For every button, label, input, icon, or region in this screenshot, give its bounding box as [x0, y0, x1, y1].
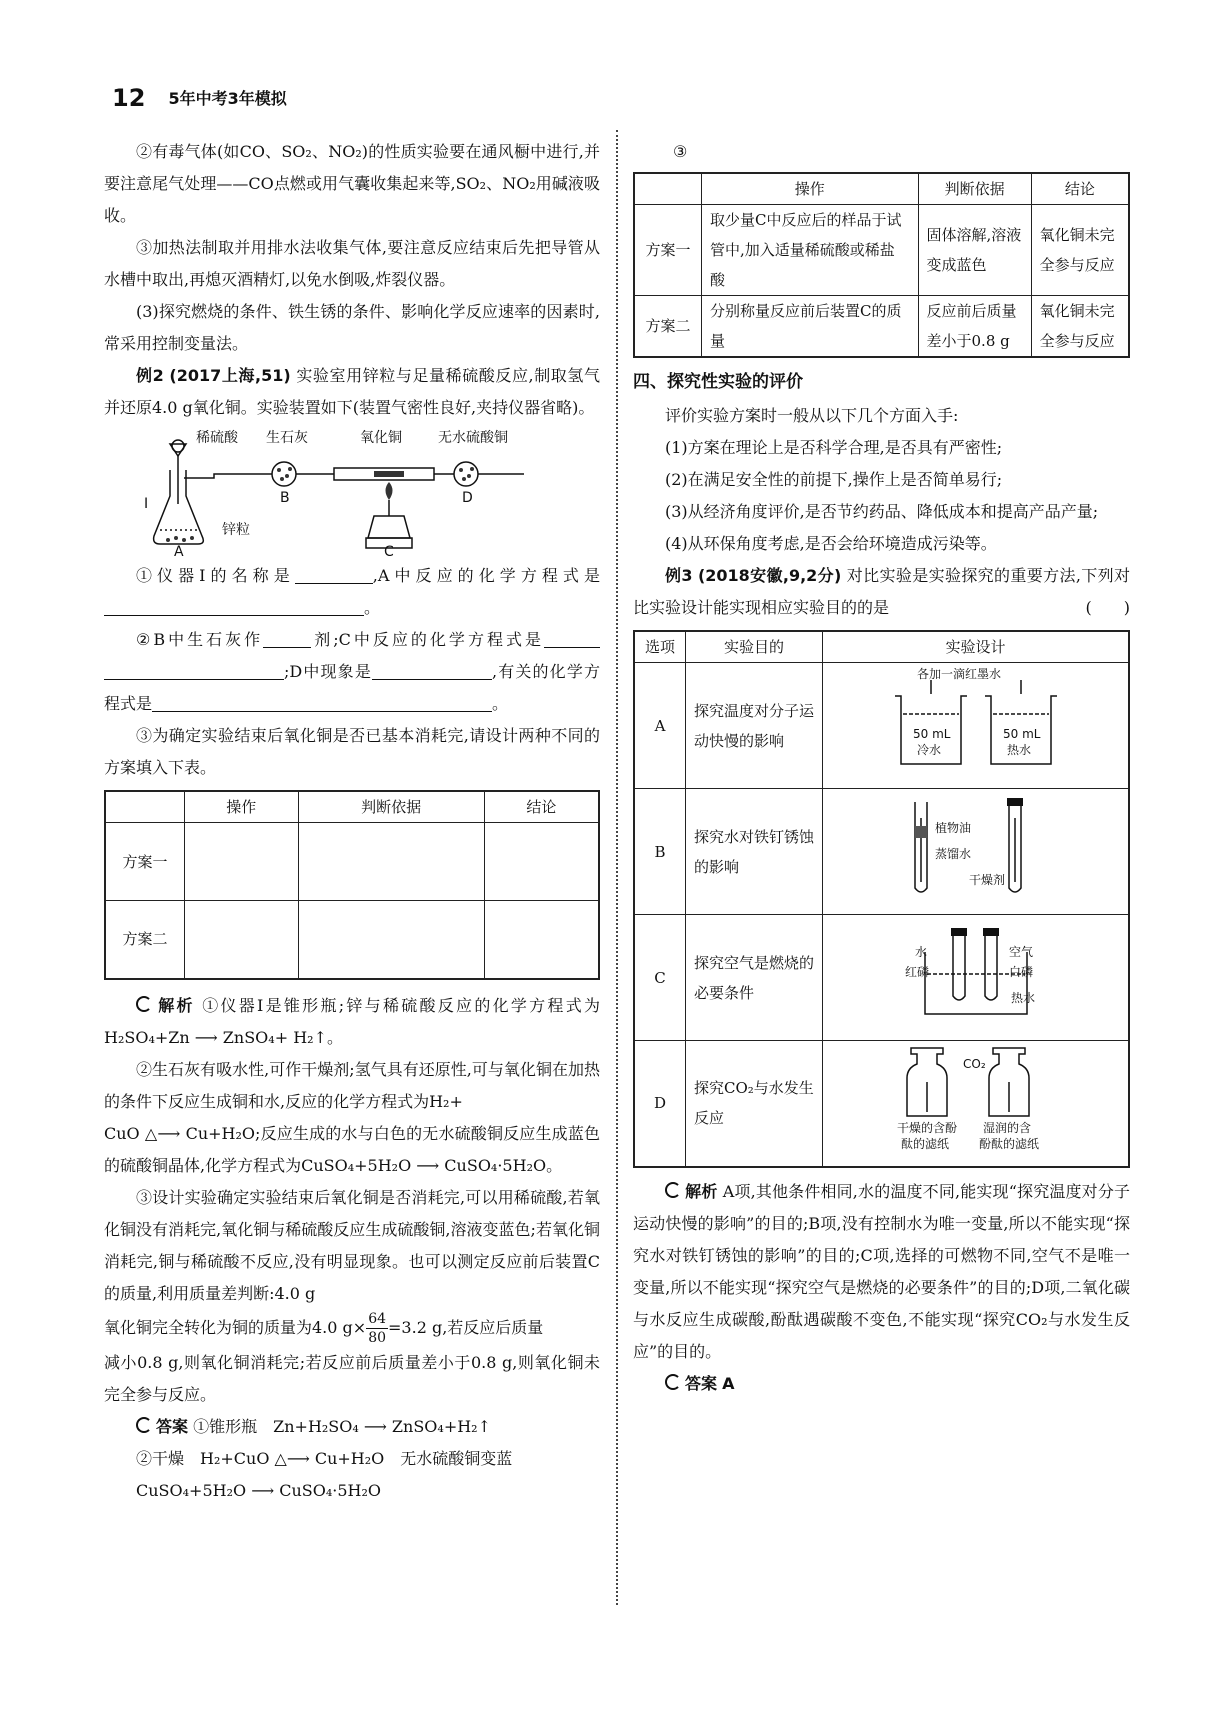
page-number: 12 [112, 84, 146, 112]
label-B: B [280, 490, 290, 506]
left-column [104, 136, 600, 1507]
cell-basis: 固体溶解,溶液变成蓝色 [918, 205, 1031, 296]
answer-blank[interactable] [544, 631, 600, 648]
row-label: 方案一 [634, 205, 702, 296]
svg-text:水: 水 [914, 944, 927, 959]
answer-icon [665, 1374, 681, 1390]
svg-text:各加一滴红墨水: 各加一滴红墨水 [916, 666, 1001, 681]
section-heading: 四、探究性实验的评价 [633, 372, 803, 392]
design-figure-C [823, 915, 1130, 1041]
answer-tag: 答案 [665, 1374, 717, 1393]
svg-text:空气: 空气 [1008, 944, 1033, 959]
row-label: 方案二 [634, 296, 702, 358]
cell-basis: 反应前后质量差小于0.8 g [918, 296, 1031, 358]
analysis-3: ③设计实验确定实验结束后氧化铜是否消耗完,可以用稀硫酸,若氧化铜没有消耗完,氧化铜与稀硫酸反应生成硫酸铜,溶液变蓝色;若氧化铜消耗完,铜与稀硫酸不反应,没有明显现象。也可以测定反应前后装置C的质量,利用质量差判断:4.0 g [104, 1187, 600, 1303]
option-goal: 探究水对铁钉锈蚀的影响 [686, 789, 823, 915]
list-item: (2)在满足安全性的前提下,操作上是否简单易行; [665, 470, 1003, 489]
row-label: 方案二 [105, 901, 185, 979]
svg-text:50 mL: 50 mL [912, 726, 950, 741]
book-title: 5年中考3年模拟 [168, 89, 287, 108]
blank-cell[interactable] [185, 901, 299, 979]
options-table: 选项 实验目的 实验设计 A 探究温度对分子运动快慢的影响 各加一滴红墨水 50 mL 冷水 50 mL 热水 B 探究水对铁钉锈蚀的影响 植物油 蒸馏水 干燥剂 C 探究空气是燃烧的必要条件 水 红磷 空气 白磷 热水 D 探究CO₂与水发生反应 CO₂ 干燥的含酚 酞的滤纸 湿润的含 酚酞的滤纸 [633, 630, 1130, 1168]
cell-conclusion: 氧化铜未完全参与反应 [1031, 296, 1129, 358]
label-cuso4: 无水硫酸铜 [438, 430, 508, 446]
analysis-1: 解析 ①仪器Ⅰ是锥形瓶;锌与稀硫酸反应的化学方程式为H₂SO₄+Zn ⟶ ZnSO₄+ H₂↑。 [104, 995, 600, 1047]
example-text: 实验室用锌粒与足量稀硫酸反应,制取氢气并还原4.0 g氧化铜。实验装置如下(装置气密性良好,夹持仪器省略)。 [104, 366, 600, 417]
circle-3: ③ [673, 142, 688, 161]
question-2: ②B中生石灰作 剂;C中反应的化学方程式是;D中现象是 ,有关的化学方程式是 。 [104, 630, 600, 713]
svg-text:蒸馏水: 蒸馏水 [934, 846, 971, 861]
svg-text:热水: 热水 [1006, 742, 1031, 757]
design-figure-A [823, 663, 1130, 789]
list-item: (4)从环保角度考虑,是否会给环境造成污染等。 [665, 534, 997, 553]
answer-paren[interactable]: ( ) [1085, 598, 1130, 617]
cell-conclusion: 氧化铜未完全参与反应 [1031, 205, 1129, 296]
analysis-icon [665, 1182, 681, 1198]
label-I: Ⅰ [144, 496, 149, 512]
blank-cell[interactable] [298, 823, 484, 901]
option-label: B [634, 789, 686, 915]
answer-3: CuSO₄+5H₂O ⟶ CuSO₄·5H₂O [136, 1480, 382, 1500]
option-goal: 探究空气是燃烧的必要条件 [686, 915, 823, 1041]
column-divider [616, 130, 618, 1605]
label-A: A [174, 544, 184, 556]
label-acid: 稀硫酸 [196, 430, 238, 446]
row-label: 方案一 [105, 823, 185, 901]
answer-2: ②干燥 H₂+CuO △⟶ Cu+H₂O 无水硫酸铜变蓝 [136, 1448, 513, 1468]
blank-cell[interactable] [185, 823, 299, 901]
analysis-3-fraction: 氧化铜完全转化为铜的质量为4.0 g× $\frac{64}{80}$ =3.2 g,若反应后质量 [104, 1310, 544, 1346]
svg-text:热水: 热水 [1010, 990, 1035, 1005]
example-source: (2017上海,51) [169, 366, 291, 385]
analysis-tag: 解析 [136, 996, 195, 1015]
option-label: A [634, 663, 686, 789]
answer-blank[interactable] [372, 663, 492, 680]
analysis-ex3: 解析 A项,其他条件相同,水的温度不同,能实现“探究温度对分子运动快慢的影响”的目的;B项,没有控制水为唯一变量,所以不能实现“探究水对铁钉锈蚀的影响”的目的;C项,选择的可燃物不同,空气不是唯一变量,所以不能实现“探究空气是燃烧的必要条件”的目的;D项,二氧化碳与水反应生成碳酸,酚酞遇碳酸不变色,不能实现“探究CO₂与水发生反应”的目的。 [633, 1181, 1130, 1361]
svg-text:酞的滤纸: 酞的滤纸 [900, 1137, 949, 1152]
example-source: (2018安徽,9,2分) [697, 566, 842, 585]
label-C: C [384, 544, 394, 556]
option-label: C [634, 915, 686, 1041]
svg-text:红磷: 红磷 [904, 964, 929, 979]
svg-text:冷水: 冷水 [916, 742, 941, 757]
answer-ex3: 答案 A [633, 1368, 1130, 1400]
question-1: ①仪器Ⅰ的名称是 ,A中反应的化学方程式是。 [104, 560, 600, 624]
svg-text:干燥剂: 干燥剂 [968, 872, 1005, 887]
apparatus-figure [104, 426, 600, 556]
example-text: 对比实验是实验探究的重要方法,下列对比实验设计能实现相应实验目的的是 [633, 566, 1130, 617]
example-2 [104, 360, 600, 424]
svg-text:植物油: 植物油 [934, 820, 971, 835]
paragraph: ③加热法制取并用排水法收集气体,要注意反应结束后先把导管从水槽中取出,再熄灭酒精灯,以免水倒吸,炸裂仪器。 [104, 238, 600, 289]
svg-text:干燥的含酚: 干燥的含酚 [896, 1121, 957, 1136]
label-cuo: 氧化铜 [360, 430, 402, 446]
answer-blank[interactable] [263, 631, 311, 648]
design-figure-D [823, 1041, 1130, 1167]
fraction: $\frac{64}{80}$ [368, 1310, 387, 1346]
paragraph: 评价实验方案时一般从以下几个方面入手: [665, 406, 959, 425]
answer-blank[interactable] [104, 599, 364, 616]
option-goal: 探究CO₂与水发生反应 [686, 1041, 823, 1167]
blank-answer-table: 操作 判断依据 结论 方案一 方案二 [104, 790, 600, 980]
analysis-icon [136, 996, 152, 1012]
svg-text:酚酞的滤纸: 酚酞的滤纸 [978, 1137, 1039, 1152]
analysis-3-end: 减小0.8 g,则氧化铜消耗完;若反应前后质量差小于0.8 g,则氧化铜未完全参与反应。 [104, 1352, 600, 1404]
example-label: 例3 [665, 566, 693, 585]
svg-text:湿润的含: 湿润的含 [982, 1121, 1031, 1136]
list-item: (3)从经济角度评价,是否节约药品、降低成本和提高产品产量; [665, 502, 1099, 521]
answer-blank[interactable] [152, 695, 492, 712]
answer-tag: 答案 [136, 1417, 188, 1436]
blank-cell[interactable] [484, 823, 599, 901]
svg-text:白磷: 白磷 [1008, 964, 1033, 979]
page-header [112, 84, 287, 112]
cell-op: 取少量C中反应后的样品于试管中,加入适量稀硫酸或稀盐酸 [702, 205, 919, 296]
answer-blank[interactable] [104, 663, 284, 680]
answer-icon [136, 1417, 152, 1433]
svg-text:CO₂: CO₂ [962, 1057, 986, 1072]
list-item: (1)方案在理论上是否科学合理,是否具有严密性; [665, 438, 1003, 457]
label-lime: 生石灰 [266, 430, 308, 446]
answer-1: 答案 ①锥形瓶 Zn+H₂SO₄ ⟶ ZnSO₄+H₂↑ [104, 1411, 600, 1443]
example-3 [633, 560, 1130, 624]
design-figure-B [823, 789, 1130, 915]
svg-text:50 mL: 50 mL [1002, 726, 1040, 741]
example-label: 例2 [136, 366, 164, 385]
answer-blank[interactable] [295, 567, 373, 584]
option-label: D [634, 1041, 686, 1167]
blank-cell[interactable] [298, 901, 484, 979]
paragraph: ②有毒气体(如CO、SO₂、NO₂)的性质实验要在通风橱中进行,并要注意尾气处理——CO点燃或用气囊收集起来等,SO₂、NO₂用碱液吸收。 [104, 142, 600, 225]
right-column [633, 136, 1130, 1400]
cell-op: 分别称量反应前后装置C的质量 [702, 296, 919, 358]
blank-cell[interactable] [484, 901, 599, 979]
scheme-table: 操作 判断依据 结论 方案一 取少量C中反应后的样品于试管中,加入适量稀硫酸或稀盐酸 固体溶解,溶液变成蓝色 氧化铜未完全参与反应 方案二 分别称量反应前后装置C的质量 反应前后质量差小于0.8 g 氧化铜未完全参与反应 [633, 172, 1130, 358]
analysis-2: ②生石灰有吸水性,可作干燥剂;氢气具有还原性,可与氧化铜在加热的条件下反应生成铜和水,反应的化学方程式为H₂+ CuO △⟶ Cu+H₂O;反应生成的水与白色的无水硫酸铜反应生成蓝色的硫酸铜晶体,化学方程式为CuSO₄+5H₂O ⟶ CuSO₄·5H₂O。 [104, 1059, 600, 1175]
analysis-tag: 解析 [665, 1182, 717, 1201]
option-goal: 探究温度对分子运动快慢的影响 [686, 663, 823, 789]
label-zn: 锌粒 [222, 522, 250, 538]
paragraph: (3)探究燃烧的条件、铁生锈的条件、影响化学反应速率的因素时,常采用控制变量法。 [104, 302, 600, 353]
question-3: ③为确定实验结束后氧化铜是否已基本消耗完,请设计两种不同的方案填入下表。 [104, 726, 600, 777]
label-D: D [462, 490, 473, 506]
